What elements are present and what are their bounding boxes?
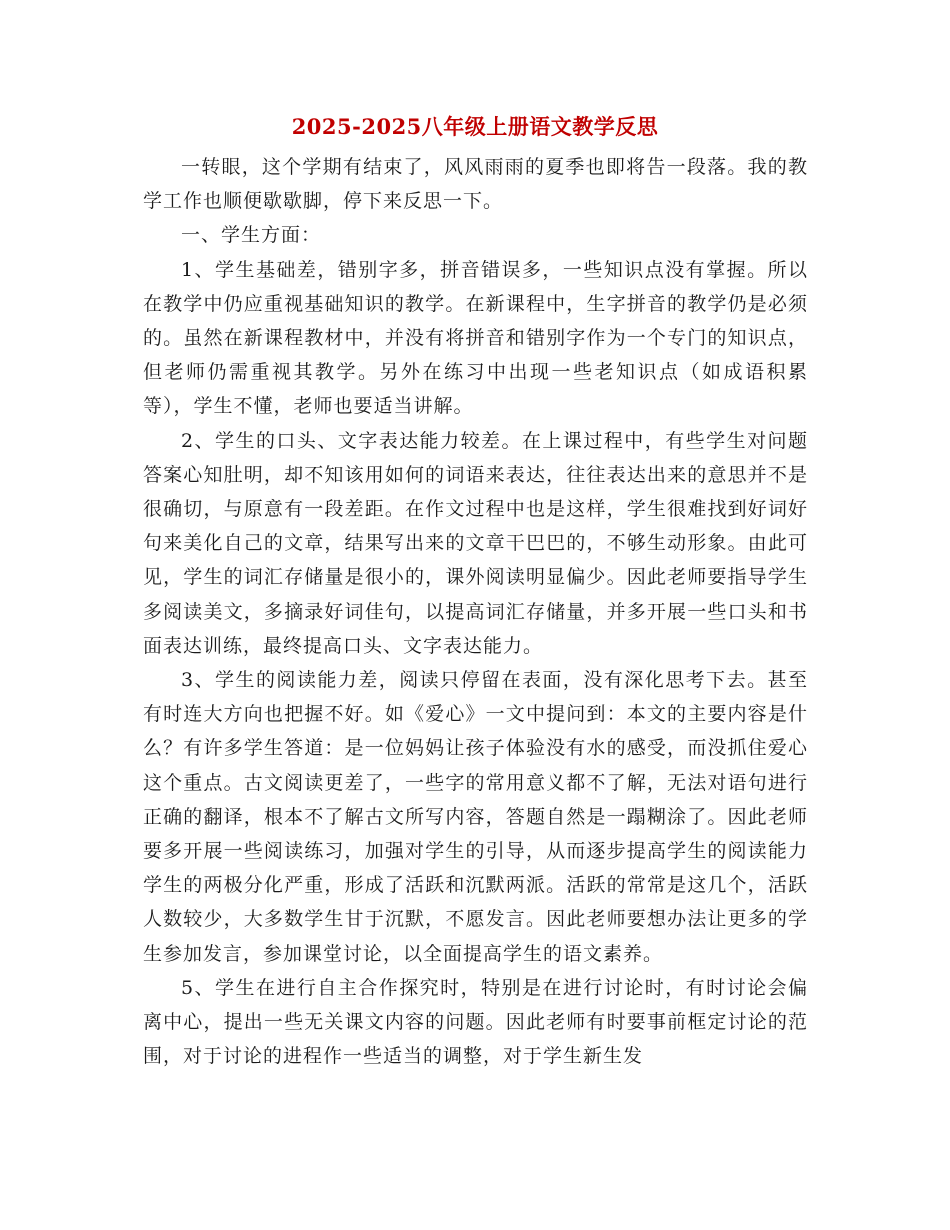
paragraph-point-3: 3、学生的阅读能力差，阅读只停留在表面，没有深化思考下去。甚至有时连大方向也把握不好。如《爱心》一文中提问到：本文的主要内容是什么？有许多学生答道：是一位妈妈让孩子体验没有水的感受，而没抓住爱心这个重点。古文阅读更差了，一些字的常用意义都不了解，无法对语句进行正确的翻译，根本不了解古文所写内容，答题自然是一蹋糊涂了。因此老师要多开展一些阅读练习，加强对学生的引导，从而逐步提高学生的阅读能力学生的两极分化严重，形成了活跃和沉默两派。活跃的常常是这几个，活跃人数较少，大多数学生甘于沉默，不愿发言。因此老师要想办法让更多的学生参加发言，参加课堂讨论，以全面提高学生的语文素养。 bbox=[143, 669, 808, 965]
document-body bbox=[143, 150, 808, 1073]
paragraph-intro: 一转眼，这个学期有结束了，风风雨雨的夏季也即将告一段落。我的教学工作也顺便歇歇脚，停下来反思一下。 bbox=[143, 156, 808, 213]
document-title: 2025-2025八年级上册语文教学反思 bbox=[291, 114, 659, 139]
paragraph-point-5: 5、学生在进行自主合作探究时，特别是在进行讨论时，有时讨论会偏离中心，提出一些无关课文内容的问题。因此老师有时要事前框定讨论的范围，对于讨论的进程作一些适当的调整，对于学生新生发 bbox=[143, 976, 808, 1068]
paragraph-point-2: 2、学生的口头、文字表达能力较差。在上课过程中，有些学生对问题答案心知肚明，却不知该用如何的词语来表达，往往表达出来的意思并不是很确切，与原意有一段差距。在作文过程中也是这样，学生很难找到好词好句来美化自己的文章，结果写出来的文章干巴巴的，不够生动形象。由此可见，学生的词汇存储量是很小的，课外阅读明显偏少。因此老师要指导学生多阅读美文，多摘录好词佳句，以提高词汇存储量，并多开展一些口头和书面表达训练，最终提高口头、文字表达能力。 bbox=[143, 429, 808, 657]
section-heading-students: 一、学生方面： bbox=[181, 224, 322, 247]
paragraph-point-1: 1、学生基础差，错别字多，拼音错误多，一些知识点没有掌握。所以在教学中仍应重视基础知识的教学。在新课程中，生字拼音的教学仍是必须的。虽然在新课程教材中，并没有将拼音和错别字作为一个专门的知识点，但老师仍需重视其教学。另外在练习中出现一些老知识点（如成语积累等），学生不懂，老师也要适当讲解。 bbox=[143, 258, 808, 418]
